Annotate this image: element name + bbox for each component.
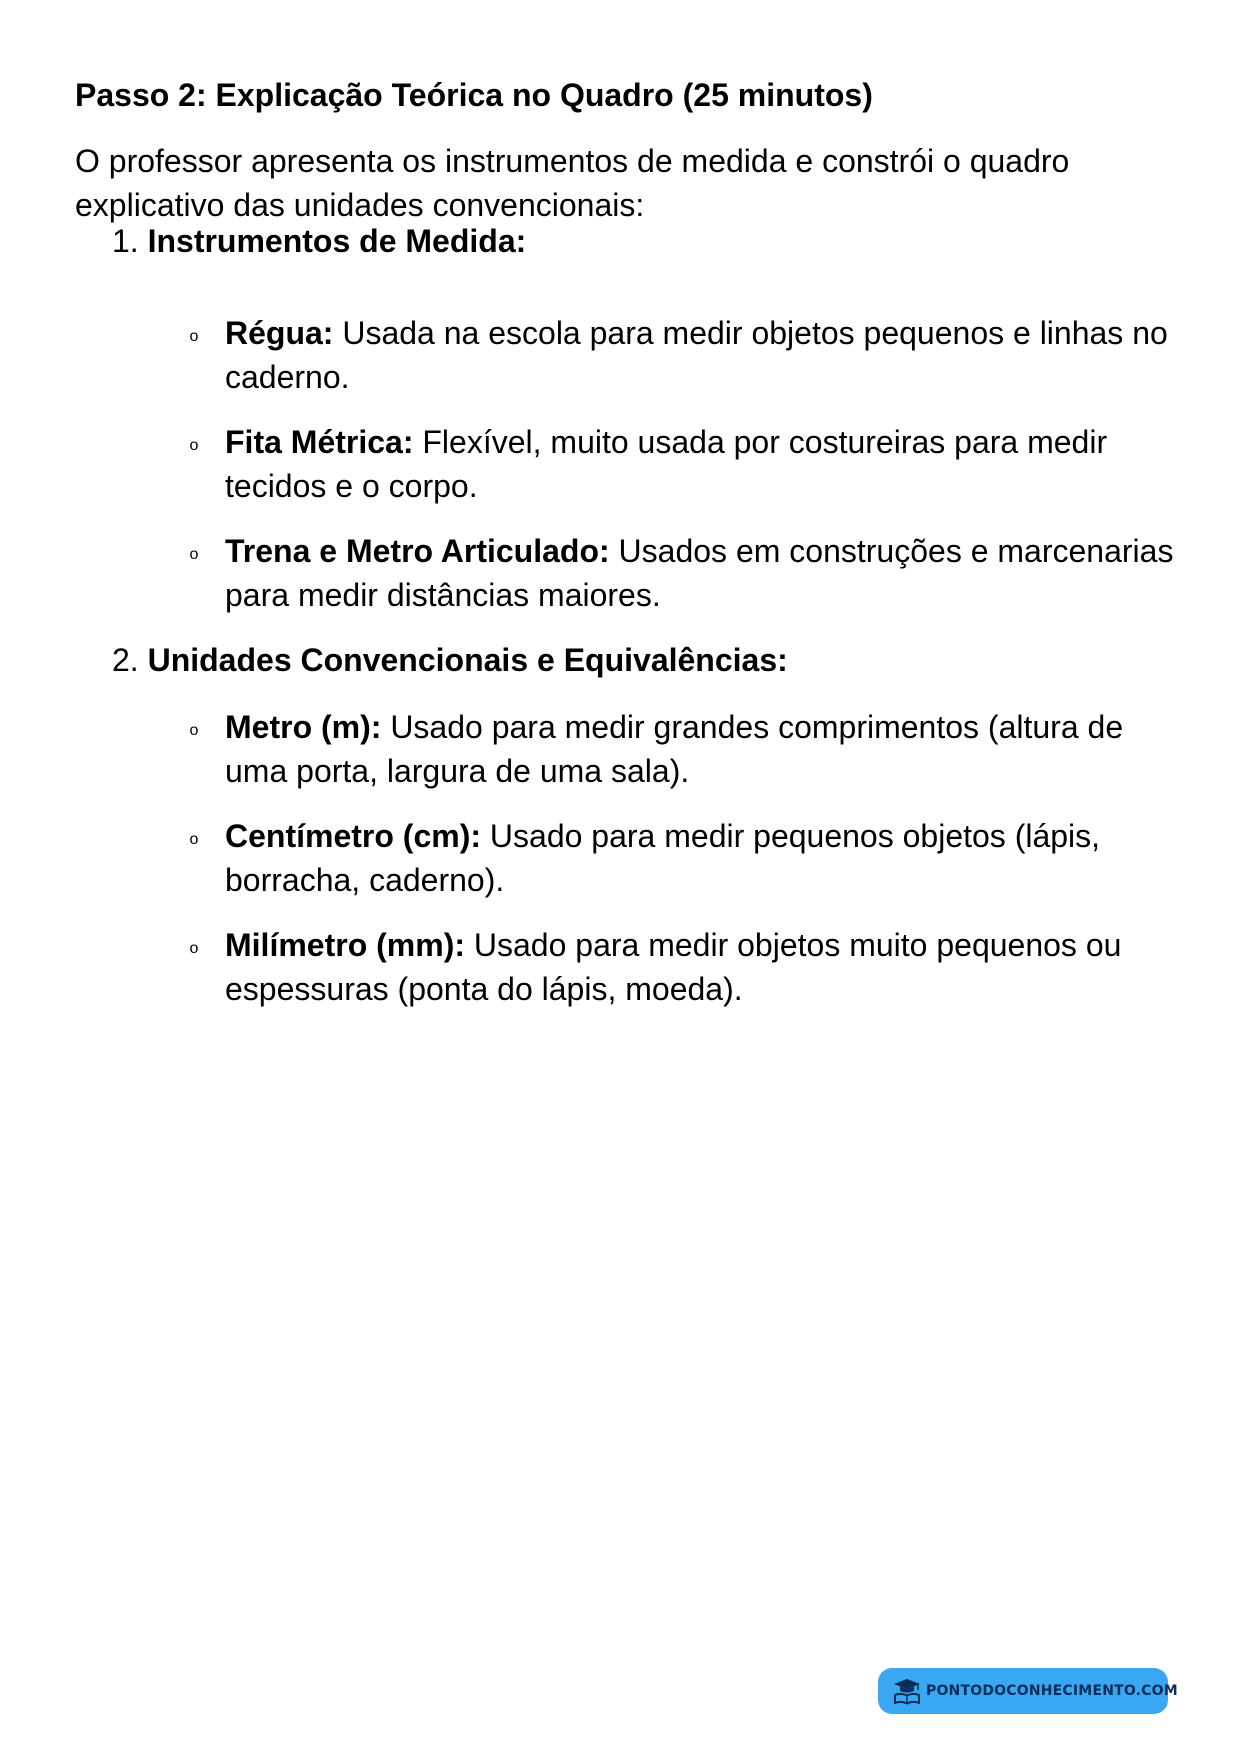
list-bullet: o <box>189 328 199 345</box>
intro-paragraph: O professor apresenta os instrumentos de medida e constrói o quadro explicativo das unidades convencionais: <box>75 143 1070 223</box>
item-text: Flexível, muito usada por costureiras para medir tecidos e o corpo. <box>225 424 1108 504</box>
list-bullet: o <box>189 722 199 739</box>
logo-text: PONTODOCONHECIMENTO.COM <box>926 1683 1178 1699</box>
list-item <box>225 420 1175 508</box>
item-term: Fita Métrica: <box>225 424 414 460</box>
item-text: Usado para medir objetos muito pequenos ou espessuras (ponta do lápis, moeda). <box>225 927 1122 1007</box>
list-item <box>225 814 1175 902</box>
list-item <box>225 705 1175 793</box>
graduation-book-icon <box>892 1676 922 1706</box>
section-number: 1. <box>112 223 139 259</box>
item-term: Trena e Metro Articulado: <box>225 533 610 569</box>
list-bullet: o <box>189 831 199 848</box>
item-term: Metro (m): <box>225 709 382 745</box>
section-title-units <box>112 638 788 682</box>
item-text: Usado para medir grandes comprimentos (altura de uma porta, largura de uma sala). <box>225 709 1124 789</box>
list-item <box>225 311 1175 399</box>
item-term: Centímetro (cm): <box>225 818 482 854</box>
item-text: Usado para medir pequenos objetos (lápis, borracha, caderno). <box>225 818 1101 898</box>
list-item <box>225 529 1175 617</box>
section-title-text: Unidades Convencionais e Equivalências: <box>147 642 788 678</box>
item-text: Usada na escola para medir objetos pequenos e linhas no caderno. <box>225 315 1168 395</box>
list-bullet: o <box>189 940 199 957</box>
section-title-text: Instrumentos de Medida: <box>147 223 527 259</box>
item-text: Usados em construções e marcenarias para medir distâncias maiores. <box>225 533 1174 613</box>
item-term: Milímetro (mm): <box>225 927 465 963</box>
site-logo-badge[interactable] <box>878 1668 1178 1714</box>
section-number: 2. <box>112 642 139 678</box>
item-term: Régua: <box>225 315 334 351</box>
section-title-instruments <box>112 219 526 263</box>
list-bullet: o <box>189 546 199 563</box>
list-item <box>225 923 1175 1011</box>
step-heading: Passo 2: Explicação Teórica no Quadro (25 minutos) <box>75 77 873 113</box>
list-bullet: o <box>189 437 199 454</box>
